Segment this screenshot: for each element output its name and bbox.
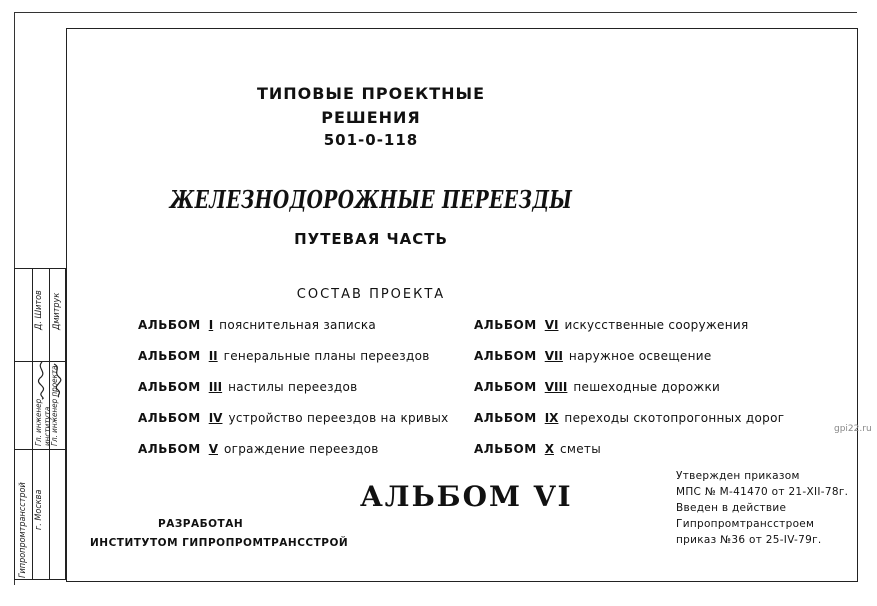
header-line-2: РЕШЕНИЯ <box>321 108 421 127</box>
album-word: АЛЬБОМ <box>138 411 201 425</box>
signer-name-2: Дмитрук <box>52 292 62 330</box>
approval-block <box>676 468 848 548</box>
album-number: VIII <box>544 380 568 394</box>
approval-line-3: Введен в действие <box>676 502 787 514</box>
approval-line-2: МПС № М-41470 от 21-XII-78г. <box>676 486 849 498</box>
album-row-8 <box>474 380 720 394</box>
album-number: II <box>208 349 218 363</box>
album-title: устройство переездов на кривых <box>228 411 449 425</box>
developer-line-1: РАЗРАБОТАН <box>158 518 244 530</box>
album-word: АЛЬБОМ <box>474 318 537 332</box>
album-row-10 <box>474 442 601 456</box>
handwritten-signature-1 <box>34 360 50 400</box>
city-label: г. Москва <box>34 489 44 530</box>
album-number: VI <box>544 318 559 332</box>
album-number: X <box>544 442 554 456</box>
album-row-1 <box>138 318 376 332</box>
album-title: генеральные планы переездов <box>223 349 430 363</box>
album-word: АЛЬБОМ <box>138 380 201 394</box>
album-number: V <box>208 442 218 456</box>
album-title: пешеходные дорожки <box>573 380 721 394</box>
album-title: искусственные сооружения <box>564 318 749 332</box>
album-row-3 <box>138 380 357 394</box>
document-title: ЖЕЛЕЗНОДОРОЖНЫЕ ПЕРЕЕЗДЫ <box>169 185 573 214</box>
album-word: АЛЬБОМ <box>474 411 537 425</box>
album-title: сметы <box>559 442 601 456</box>
album-title: наружное освещение <box>568 349 712 363</box>
role-chief-engineer-institute: Гл. инженер института <box>34 398 52 446</box>
header-line-1: ТИПОВЫЕ ПРОЕКТНЫЕ <box>256 84 486 103</box>
album-number: III <box>208 380 223 394</box>
album-word: АЛЬБОМ <box>138 349 201 363</box>
album-number: IV <box>208 411 223 425</box>
developer-line-2: ИНСТИТУТОМ ГИПРОПРОМТРАНССТРОЙ <box>90 537 349 549</box>
album-word: АЛЬБОМ <box>474 349 537 363</box>
composition-heading: СОСТАВ ПРОЕКТА <box>296 287 446 302</box>
album-number: IX <box>544 411 559 425</box>
album-row-6 <box>474 318 748 332</box>
album-word: АЛЬБОМ <box>138 318 201 332</box>
album-row-2 <box>138 349 430 363</box>
album-row-4 <box>138 411 449 425</box>
project-code: 501-0-118 <box>323 131 419 149</box>
album-title: настилы переездов <box>228 380 358 394</box>
current-album-label: АЛЬБОМ VI <box>360 480 573 513</box>
album-word: АЛЬБОМ <box>474 380 537 394</box>
handwritten-signature-2 <box>50 362 66 398</box>
album-title: переходы скотопрогонных дорог <box>564 411 785 425</box>
album-number: I <box>208 318 214 332</box>
watermark-text: gpi22.ru <box>834 424 872 434</box>
album-word: АЛЬБОМ <box>138 442 201 456</box>
approval-line-5: приказ №36 от 25-IV-79г. <box>676 534 822 546</box>
signer-name-1: Д. Шитов <box>34 290 44 330</box>
document-subtitle: ПУТЕВАЯ ЧАСТЬ <box>294 230 448 248</box>
album-row-7 <box>474 349 712 363</box>
role-chief-engineer-project: Гл. инженер проекта <box>50 365 59 446</box>
approval-line-1: Утвержден приказом <box>676 470 800 482</box>
album-number: VII <box>544 349 563 363</box>
album-row-9 <box>474 411 784 425</box>
org-label: Гипропромтрансстрой <box>18 482 28 578</box>
album-row-5 <box>138 442 379 456</box>
album-title: ограждение переездов <box>224 442 379 456</box>
approval-line-4: Гипропромтрансстроем <box>676 518 815 530</box>
album-title: пояснительная записка <box>219 318 377 332</box>
album-word: АЛЬБОМ <box>474 442 537 456</box>
